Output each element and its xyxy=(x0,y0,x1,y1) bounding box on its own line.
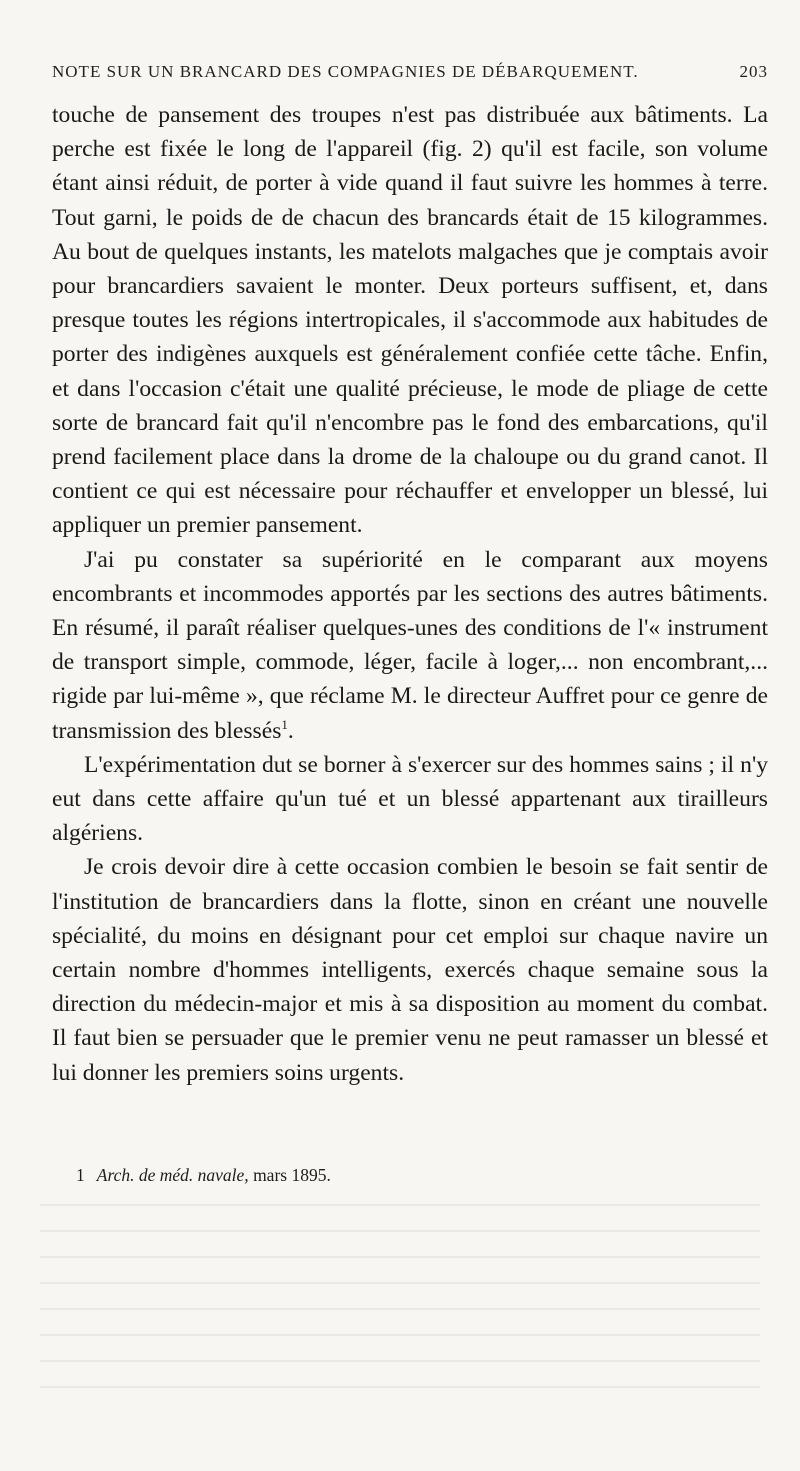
paragraph-2-tail: . xyxy=(287,717,294,744)
footnote-source: Arch. de méd. navale, xyxy=(96,1165,249,1185)
paragraph-4-text: Je crois devoir dire à cette occasion combien le besoin se fait sentir de l'institution de brancardiers dans la flotte, sinon en créant une nouvelle spécialité, du moins en désignant pour cet emploi sur chaque navire un certain nombre d'hommes intelligents, exercés chaque semaine sous la direction du médecin-major et mis à sa disposition au moment du combat. Il faut bien se persuader que le premier venu ne peut ramasser un blessé et lui donner les premiers soins urgents. xyxy=(52,854,768,1086)
paragraph-3 xyxy=(52,748,768,851)
show-through-texture xyxy=(40,1180,760,1440)
footnote-reference: 1 xyxy=(281,716,288,732)
footnote-number: 1 xyxy=(76,1165,85,1185)
paragraph-4 xyxy=(52,850,768,1089)
running-header xyxy=(52,62,768,82)
paragraph-1-text: touche de pansement des troupes n'est pas distribuée aux bâtiments. La perche est fixée le long de l'appareil (fig. 2) qu'il est facile, son volume étant ainsi réduit, de porter à vide quand il faut suivre les hommes à terre. Tout garni, le poids de de chacun des brancards était de 15 kilogrammes. Au bout de quelques instants, les matelots malgaches que je comptais avoir pour brancardiers savaient le monter. Deux porteurs suffisent, et, dans presque toutes les régions intertropicales, il s'accommode aux habitudes de porter des indigènes auxquels est généralement confiée cette tâche. Enfin, et dans l'occasion c'était une qualité précieuse, le mode de pliage de cette sorte de brancard fait qu'il n'encombre pas le fond des embarcations, qu'il prend facilement place dans la drome de la chaloupe ou du grand canot. Il contient ce qui est nécessaire pour réchauffer et envelopper un blessé, lui appliquer un premier pansement. xyxy=(52,102,768,539)
footnote-date: mars 1895. xyxy=(253,1165,331,1185)
paragraph-1 xyxy=(52,98,768,543)
paragraph-2 xyxy=(52,543,768,748)
page-number: 203 xyxy=(739,62,768,81)
body-text xyxy=(52,98,768,1090)
running-title: NOTE SUR UN BRANCARD DES COMPAGNIES DE DÉBARQUEMENT. xyxy=(52,62,639,81)
paragraph-3-text: L'expérimentation dut se borner à s'exercer sur des hommes sains ; il n'y eut dans cette affaire qu'un tué et un blessé appartenant aux tirailleurs algériens. xyxy=(52,751,768,847)
paragraph-2-text: J'ai pu constater sa supériorité en le comparant aux moyens encombrants et incommodes apportés par les sections des autres bâtiments. En résumé, il paraît réaliser quelques-unes des conditions de l'« instrument de transport simple, commode, léger, facile à loger,... non encombrant,... rigide par lui-même », que réclame M. le directeur Auffret pour ce genre de transmission des blessés xyxy=(52,546,768,744)
